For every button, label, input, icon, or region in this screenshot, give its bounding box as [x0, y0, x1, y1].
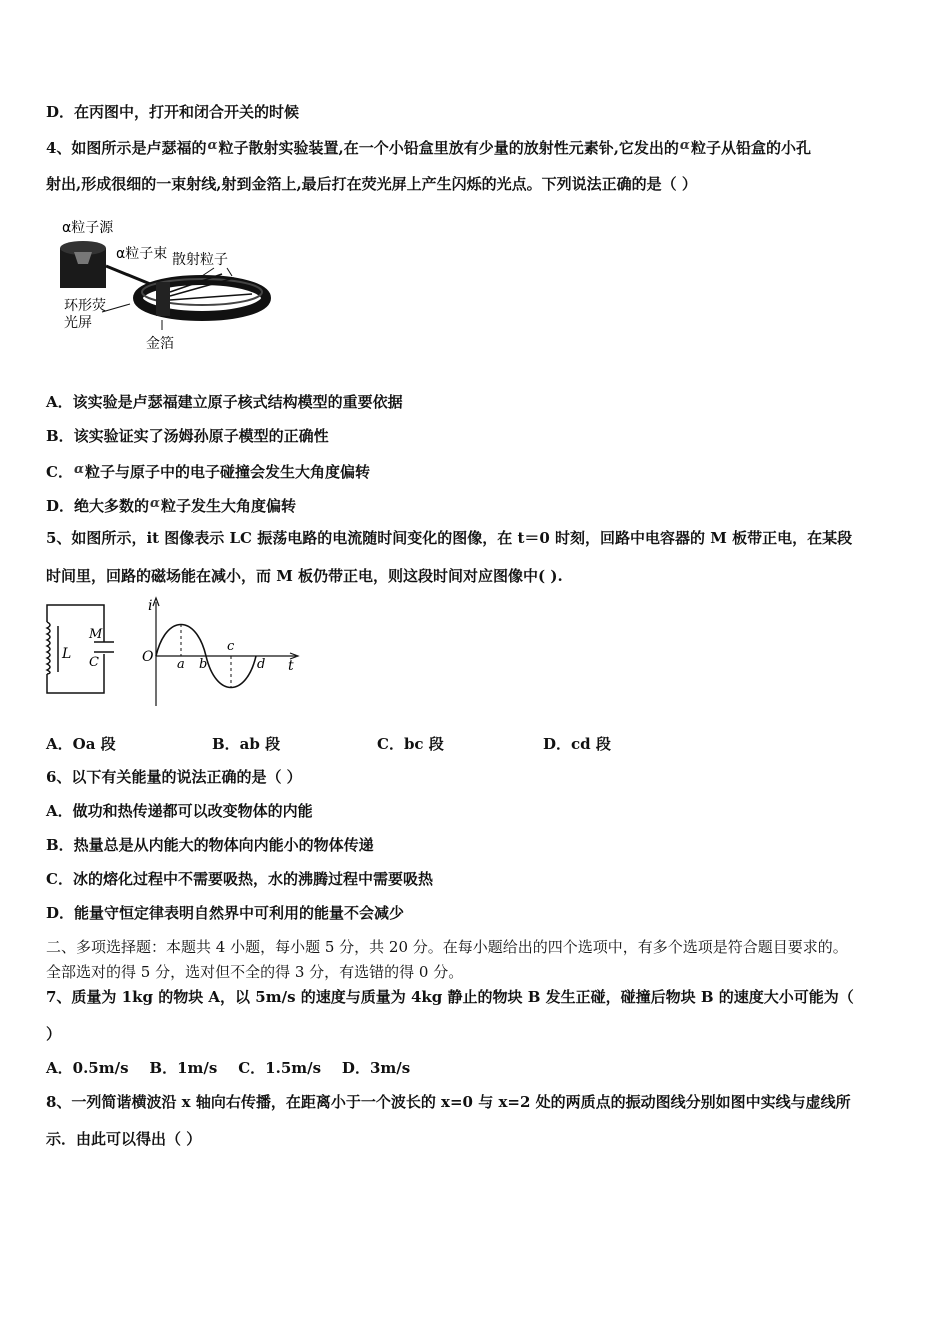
q6-option-c: C．冰的熔化过程中不需要吸热，水的沸腾过程中需要吸热	[46, 870, 433, 888]
q6-option-a: A．做功和热传递都可以改变物体的内能	[46, 802, 313, 820]
label-o: O	[142, 649, 154, 665]
q5-option-d: D．cd 段	[543, 735, 611, 753]
q4-option-d	[46, 494, 296, 516]
lc-circuit-figure	[44, 600, 124, 700]
label-alpha-source: α粒子源	[62, 220, 114, 236]
label-l: L	[62, 646, 72, 662]
q4-stem-part-3: 粒子从铅盒的小孔	[690, 139, 811, 157]
q7-options: A．0.5m/s B．1m/s C．1.5m/s D．3m/s	[46, 1059, 411, 1077]
q4-option-d-text: 粒子发生大角度偏转	[161, 497, 297, 515]
label-a: a	[177, 657, 185, 672]
label-m: M	[89, 627, 103, 642]
q4-option-c-text: 粒子与原子中的电子碰撞会发生大角度偏转	[84, 463, 370, 481]
current-time-graph	[138, 594, 308, 712]
q4-stem-line-1	[46, 136, 811, 158]
section-2-heading-line-1: 二、多项选择题：本题共 4 小题，每小题 5 分，共 20 分。在每小题给出的四个选项中，有多个选项是符合题目要求的。	[46, 938, 848, 956]
q5-stem-line-1: 5、如图所示，it 图像表示 LC 振荡电路的电流随时间变化的图像，在 t＝0 时刻，回路中电容器的 M 板带正电，在某段	[46, 529, 853, 547]
q4-option-d-prefix: D．绝大多数的	[46, 497, 150, 515]
q4-option-b: B．该实验证实了汤姆孙原子模型的正确性	[46, 427, 329, 445]
q8-stem-line-2: 示．由此可以得出（ ）	[46, 1130, 202, 1148]
label-gold-foil: 金箔	[146, 336, 174, 352]
rutherford-apparatus-figure	[52, 212, 282, 357]
circuit-wire	[47, 605, 104, 693]
label-alpha-beam: α粒子束	[116, 246, 168, 262]
label-t: t	[288, 658, 294, 674]
pointer-line	[102, 304, 130, 312]
label-scattered-particles: 散射粒子	[172, 252, 228, 268]
q4-stem-line-2: 射出,形成很细的一束射线,射到金箔上,最后打在荧光屏上产生闪烁的光点。下列说法正确的是（ ）	[46, 175, 697, 193]
gold-foil	[156, 282, 170, 316]
coil-gap	[44, 622, 52, 674]
label-c: C	[89, 655, 99, 670]
pointer-line	[202, 268, 214, 276]
q5-option-a: A．Oa 段	[46, 735, 116, 753]
alpha-symbol: α	[207, 138, 218, 153]
label-c-point: c	[227, 639, 235, 654]
q5-stem-line-2: 时间里，回路的磁场能在减小，而 M 板仍带正电，则这段时间对应图像中( ).	[46, 567, 563, 585]
section-2-heading-line-2: 全部选对的得 5 分，选对但不全的得 3 分，有选错的得 0 分。	[46, 963, 464, 981]
q4-stem-part-1: 4、如图所示是卢瑟福的	[46, 139, 207, 157]
q6-option-d: D．能量守恒定律表明自然界中可利用的能量不会减少	[46, 904, 405, 922]
q4-stem-part-2: 粒子散射实验装置,在一个小铅盒里放有少量的放射性元素钋,它发出的	[218, 139, 679, 157]
label-ring-screen-1: 环形荧	[64, 298, 106, 314]
alpha-symbol: α	[679, 138, 690, 153]
q3-option-d: D．在丙图中，打开和闭合开关的时候	[46, 103, 300, 121]
q7-stem-line-2: ）	[46, 1025, 62, 1043]
label-b: b	[199, 657, 208, 672]
q6-option-b: B．热量总是从内能大的物体向内能小的物体传递	[46, 836, 374, 854]
q4-option-a: A．该实验是卢瑟福建立原子核式结构模型的重要依据	[46, 393, 403, 411]
label-ring-screen-2: 光屏	[64, 315, 92, 331]
label-d: d	[257, 657, 266, 672]
q5-option-b: B．ab 段	[212, 735, 281, 753]
alpha-symbol: α	[150, 496, 161, 511]
q4-option-c	[46, 460, 370, 482]
q8-stem-line-1: 8、一列简谐横波沿 x 轴向右传播，在距离小于一个波长的 x=0 与 x=2 处的两质点的振动图线分别如图中实线与虚线所	[46, 1093, 851, 1111]
label-i: i	[148, 598, 153, 614]
q5-option-c: C．bc 段	[377, 735, 444, 753]
pointer-line	[227, 268, 232, 276]
q6-stem: 6、以下有关能量的说法正确的是（ ）	[46, 768, 302, 786]
scatter-line	[170, 294, 252, 300]
q4-option-c-prefix: C．	[46, 463, 73, 481]
alpha-symbol: α	[73, 462, 84, 477]
q7-stem-line-1: 7、质量为 1kg 的物块 A，以 5m/s 的速度与质量为 4kg 静止的物块 B 发生正碰，碰撞后物块 B 的速度大小可能为（	[46, 988, 854, 1006]
